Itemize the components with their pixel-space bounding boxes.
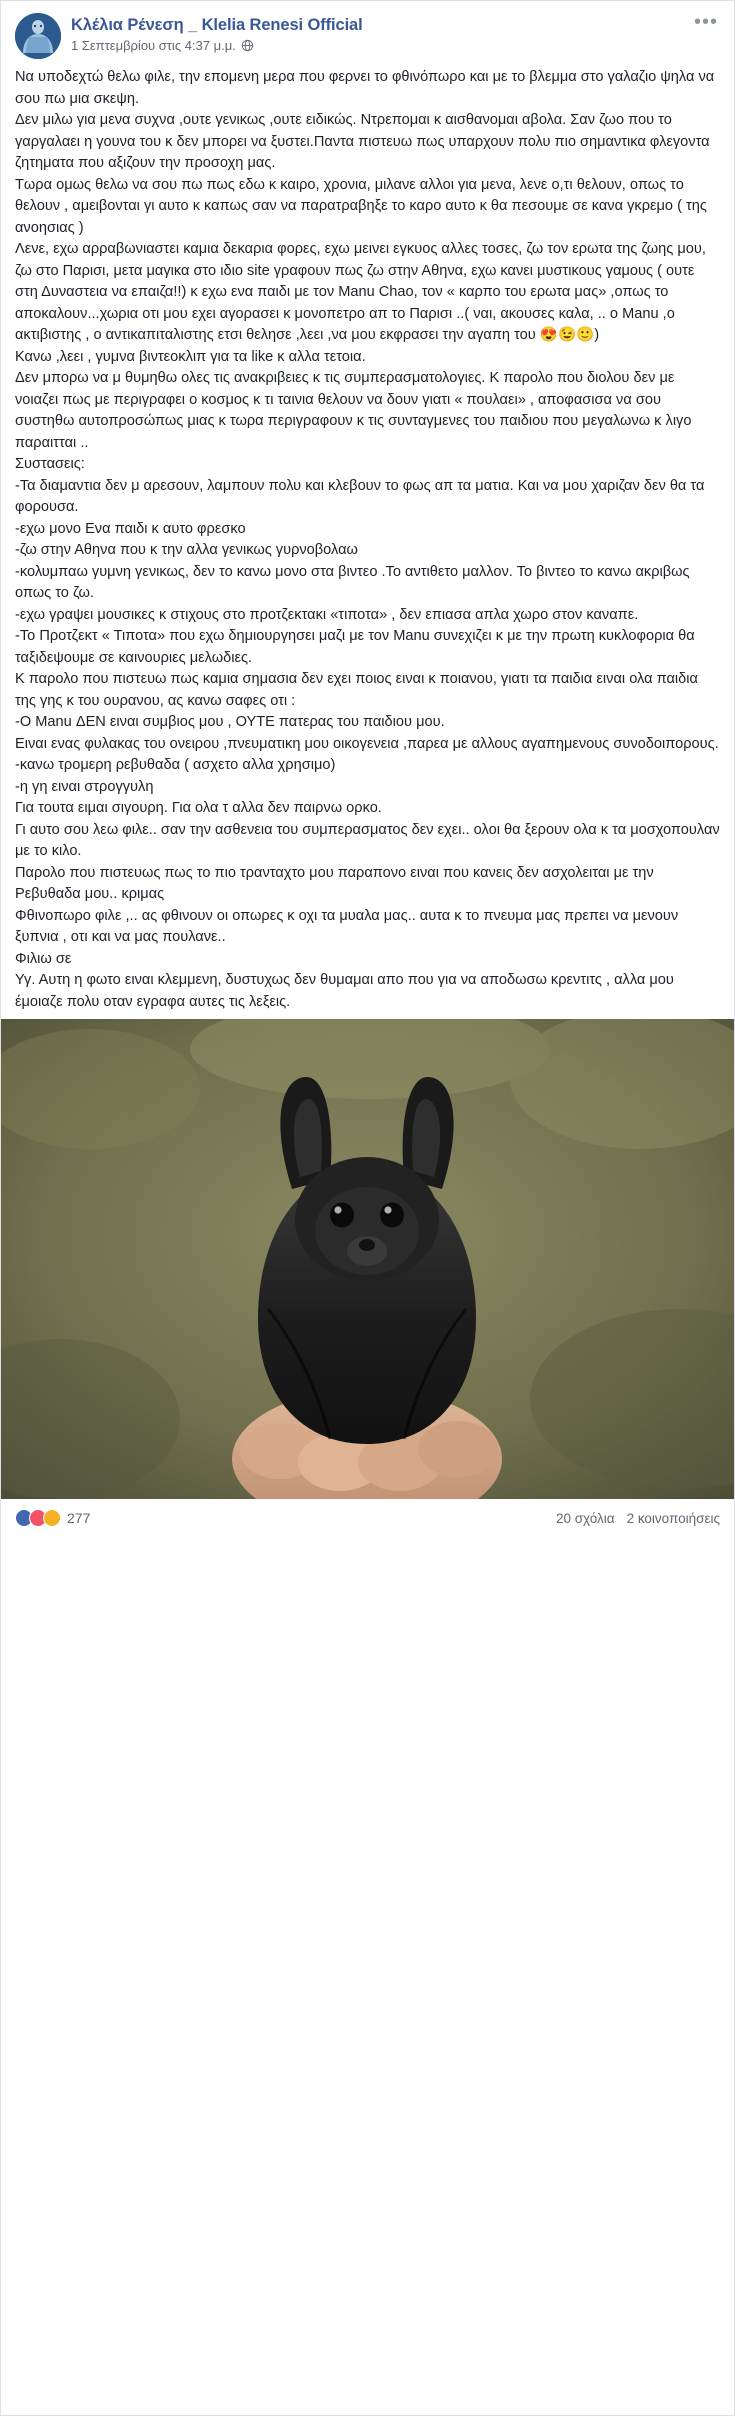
post-paragraph: -εχω γραψει μουσικες κ στιχους στο προτζεκτακι «τιποτα» , δεν επιασα απλα χωρο στον καναπε. bbox=[15, 606, 639, 623]
reaction-count[interactable]: 277 bbox=[67, 1510, 91, 1526]
post-paragraph: -Ο Manu ΔΕΝ ειναι συμβιος μου , ΟΥΤΕ πατερας του παιδιου μου. bbox=[15, 714, 445, 730]
page-name-link[interactable]: Κλέλια Ρένεση _ Klelia Renesi Official bbox=[71, 16, 363, 34]
post-paragraph: Δεν μιλω για μενα συχνα ,ουτε γενικως ,ουτε ειδικώς. Ντρεπομαι κ αισθανομαι αβολα. Σαν ζωο που το γαργαλαει η γουνα του κ δεν μπορει να ξυστει.Παντα πιστευω πως υπαρχουν πολυ πιο σημαντικα φλεγοντα ζητηματα που αξιζουν την προσοχη μας. bbox=[15, 112, 710, 171]
post-paragraph: Λενε, εχω αρραβωνιαστει καμια δεκαρια φορες, εχω μεινει εγκυος αλλες τοσες, ζω τον ερωτα της ζωης μου, ζω στο Παρισι, μετα μαγικα στο ιδιο site γραφουν πως ζω στην Αθηνα, εχω κανει μυστικους γαμους ( ουτε στη Δυναστεια να επαιζα!!) κ εχω ενα παιδι με τον Manu Chao, τον « καρπο του ερωτα μας» ,οπως το αποκαλουν...χωρια οτι μου εχει αγορασει κ μονοπετρο απ το Παρισι ..( ναι, ακουσες καλα, .. ο Manu ,ο ακτιβιστης , ο αντικαπιταλιστης ετσι θελησε ,λεει ,να μου εκφρασει την αγαπη του 😍😉🙂) bbox=[15, 241, 706, 343]
post-header-text bbox=[71, 13, 363, 53]
post-paragraph: Φιλιω σε bbox=[15, 950, 72, 967]
post-paragraph: Για τουτα ειμαι σιγουρη. Για ολα τ αλλα δεν παιρνω ορκο. bbox=[15, 800, 382, 816]
comments-count[interactable]: 20 σχόλια bbox=[555, 1510, 615, 1526]
post-paragraph: Ειναι ενας φυλακας του ονειρου ,πνευματικη μου οικογενεια ,παρεα με αλλους αγαπημενους συνοδοιπορους. bbox=[15, 735, 719, 752]
post-paragraph: Παρολο που πιστευως πως το πιο τρανταχτο μου παραπονο ειναι που κανεις δεν ασχολειται με την Ρεβυθαδα μου.. κριμας bbox=[15, 864, 654, 902]
post-paragraph: Συστασεις: bbox=[15, 456, 85, 472]
post-timestamp[interactable]: 1 Σεπτεμβρίου στις 4:37 μ.μ. bbox=[71, 38, 236, 53]
wow-icon bbox=[43, 1509, 61, 1527]
post-engagement-counts bbox=[556, 1511, 720, 1526]
post-paragraph: -κανω τρομερη ρεβυθαδα ( ασχετο αλλα χρησιμο) bbox=[15, 757, 336, 773]
post-paragraph: -η γη ειναι στρογγυλη bbox=[15, 778, 154, 795]
post-paragraph: Φθινοπωρο φιλε ,.. ας φθινουν οι οπωρες κ οχι τα μυαλα μας.. αυτα κ το πνευμα μας πρεπει να μενουν ξυπνια , οτι και να μας πουλανε.. bbox=[15, 907, 679, 945]
post-paragraph: Να υποδεχτώ θελω φιλε, την επομενη μερα που φερνει το φθινόπωρο και με το βλεμμα στο γαλαζιο ψηλα να σου πω μια σκεψη. bbox=[15, 69, 715, 107]
shares-count[interactable]: 2 κοινοποιήσεις bbox=[626, 1510, 720, 1526]
post-paragraph: Τωρα ομως θελω να σου πω πως εδω κ καιρο, χρονια, μιλανε αλλοι για μενα, λενε ο,τι θελουν, οπως το θελουν , αμειβονται γι αυτο κ καπως σαν να παρατραβηξε το καρο αυτο κ θα πεσουμε σε κανα γκρεμο ( της ανοησιας ) bbox=[15, 176, 707, 236]
post-paragraph: -κολυμπαω γυμνη γενικως, δεν το κανω μονο στα βιντεο .Το αντιθετο μαλλον. Το βιντεο το κανω ακριβως οπως το ζω. bbox=[15, 563, 690, 601]
post-paragraph: -Τα διαμαντια δεν μ αρεσουν, λαμπουν πολυ και κλεβουν το φως απ τα ματια. Και να μου χαριζαν δεν θα τα φορουσα. bbox=[15, 477, 705, 515]
post-photo[interactable] bbox=[1, 1019, 734, 1499]
reactions-summary[interactable] bbox=[15, 1509, 90, 1527]
post-paragraph: -εχω μονο Ενα παιδι κ αυτο φρεσκο bbox=[15, 520, 246, 537]
post-header bbox=[1, 1, 734, 65]
post-paragraph: Υγ. Αυτη η φωτο ειναι κλεμμενη, δυστυχως δεν θυμαμαι απο που για να αποδωσω κρεντιτς , αλλα μου έμοιαζε πολυ οταν εγραφα αυτες τις λεξεις. bbox=[15, 972, 674, 1010]
post-paragraph: Κ παρολο που πιστευω πως καμια σημασια δεν εχει ποιος ειναι κ ποιανου, γιατι τα παιδια ειναι ολα παιδια της γης κ του ουρανου, ας κανω σαφες οτι : bbox=[15, 671, 698, 709]
post-paragraph: Γι αυτο σου λεω φιλε.. σαν την ασθενεια του συμπερασματος δεν εχει.. ολοι θα ξερουν ολα κ τα μοσχοπουλαν με το κιλο. bbox=[15, 821, 720, 859]
post-paragraph: Κανω ,λεει , γυμνα βιντεοκλιπ για τα like κ αλλα τετοια. bbox=[15, 348, 366, 365]
post-meta bbox=[71, 38, 363, 53]
post-paragraph: Δεν μπορω να μ θυμηθω ολες τις ανακριβειες κ τις συμπερασματολογιες. Κ παρολο που διολου δεν με νοιαζει πως με περιγραφει ο κοσμος κ τι ταινια θελουν να δουν γιατι « πουλαει» , αποφασισα να σου συστηθω αυτοπροσώπως μιας κ τωρα περιγραφουν κ τις συνταγμενες του παιδιου που μεγαλωνω κ λιγο παραιτται .. bbox=[15, 370, 692, 451]
avatar[interactable] bbox=[15, 13, 61, 59]
post-paragraph: -ζω στην Αθηνα που κ την αλλα γενικως γυρνοβολαω bbox=[15, 542, 358, 558]
post-footer bbox=[1, 1499, 734, 1537]
post-message bbox=[1, 65, 734, 1019]
post-paragraph: -Το Προτζεκτ « Τιποτα» που εχω δημιουργησει μαζι με τον Manu συνεχιζει κ με την πρωτη κυκλοφορια θα ταξιδεψουμε σε καινουριες μελωδιες. bbox=[15, 628, 695, 666]
post-options-menu-icon[interactable]: ••• bbox=[693, 11, 718, 33]
globe-icon bbox=[241, 39, 254, 52]
